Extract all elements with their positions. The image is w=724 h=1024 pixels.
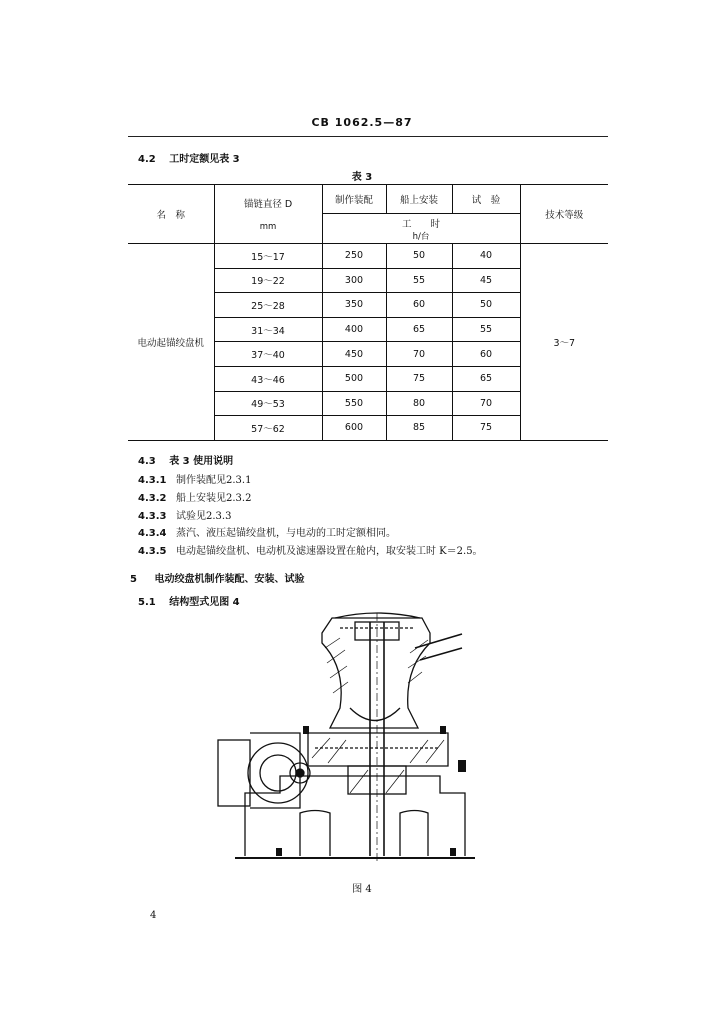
cell-test: 70 [452,391,520,416]
item-number: 4.3.5 [138,546,167,557]
item-text: 船上安装见2.3.2 [176,493,252,504]
cell-onboard: 60 [386,293,452,318]
header-work-hours [322,214,520,244]
item-text: 试验见2.3.3 [176,511,232,522]
header-rule [128,136,608,137]
list-item [138,489,251,504]
section-5-number: 5 [130,574,137,585]
standard-code: CB 1062.5—87 [311,116,413,129]
header-diameter-label: 锚链直径 D [243,199,293,210]
cell-test: 45 [452,268,520,293]
cell-onboard: 70 [386,342,452,367]
cell-fabrication: 550 [322,391,386,416]
section-5-title: 电动绞盘机制作装配、安装、试验 [154,574,305,585]
capstan-structure-drawing [200,608,490,870]
list-item [138,507,231,522]
item-text: 电动起锚绞盘机、电动机及滤速器设置在舱内，取安装工时 K＝2.5。 [176,546,483,557]
cell-diameter: 25～28 [214,293,322,318]
cell-test: 40 [452,244,520,269]
list-item [138,542,483,557]
cell-test: 50 [452,293,520,318]
cell-onboard: 75 [386,366,452,391]
section-4-2-title: 工时定额见表 3 [169,154,240,165]
header-work-hours-unit: h/台 [412,231,430,242]
cell-grade: 3～7 [520,244,608,441]
table-title: 表 3 [351,172,373,183]
cell-test: 55 [452,317,520,342]
header-fabrication: 制作装配 [322,185,386,214]
work-hours-table [128,184,608,441]
list-item [138,471,251,486]
cell-fabrication: 500 [322,366,386,391]
item-text: 蒸汽、液压起锚绞盘机，与电动的工时定额相同。 [176,528,396,539]
cell-test: 75 [452,416,520,441]
section-4-2 [138,150,240,165]
page-number: 4 [150,910,157,921]
header-work-hours-label: 工 时 [401,218,440,230]
cell-equipment-name: 电动起锚绞盘机 [128,244,214,441]
section-5-1-title: 结构型式见图 4 [169,597,240,608]
header-diameter [214,185,322,244]
header-onboard: 船上安装 [386,185,452,214]
item-text: 制作装配见2.3.1 [176,475,252,486]
figure-caption: 图 4 [352,884,372,895]
section-4-2-number: 4.2 [138,154,156,165]
list-item [138,524,396,539]
table-header-row-1 [128,185,608,214]
table-row [128,244,608,269]
cell-diameter: 43～46 [214,366,322,391]
cell-onboard: 85 [386,416,452,441]
section-4-3-number: 4.3 [138,456,156,467]
cell-diameter: 49～53 [214,391,322,416]
cell-test: 65 [452,366,520,391]
section-5 [130,570,304,585]
cell-fabrication: 600 [322,416,386,441]
cell-fabrication: 250 [322,244,386,269]
cell-diameter: 31～34 [214,317,322,342]
cell-onboard: 80 [386,391,452,416]
item-number: 4.3.3 [138,511,167,522]
item-number: 4.3.4 [138,528,167,539]
header-grade: 技术等级 [520,185,608,244]
section-5-1-number: 5.1 [138,597,156,608]
cell-diameter: 15～17 [214,244,322,269]
cell-onboard: 65 [386,317,452,342]
section-4-3 [138,452,233,467]
header-name: 名 称 [128,185,214,244]
item-number: 4.3.2 [138,493,167,504]
item-number: 4.3.1 [138,475,167,486]
cell-diameter: 37～40 [214,342,322,367]
cell-diameter: 19～22 [214,268,322,293]
section-4-3-title: 表 3 使用说明 [169,456,234,467]
cell-onboard: 50 [386,244,452,269]
cell-onboard: 55 [386,268,452,293]
cell-fabrication: 450 [322,342,386,367]
cell-diameter: 57～62 [214,416,322,441]
cell-test: 60 [452,342,520,367]
cell-fabrication: 300 [322,268,386,293]
header-diameter-unit: mm [259,222,277,232]
header-test: 试 验 [452,185,520,214]
section-5-1 [138,593,240,608]
cell-fabrication: 350 [322,293,386,318]
cell-fabrication: 400 [322,317,386,342]
